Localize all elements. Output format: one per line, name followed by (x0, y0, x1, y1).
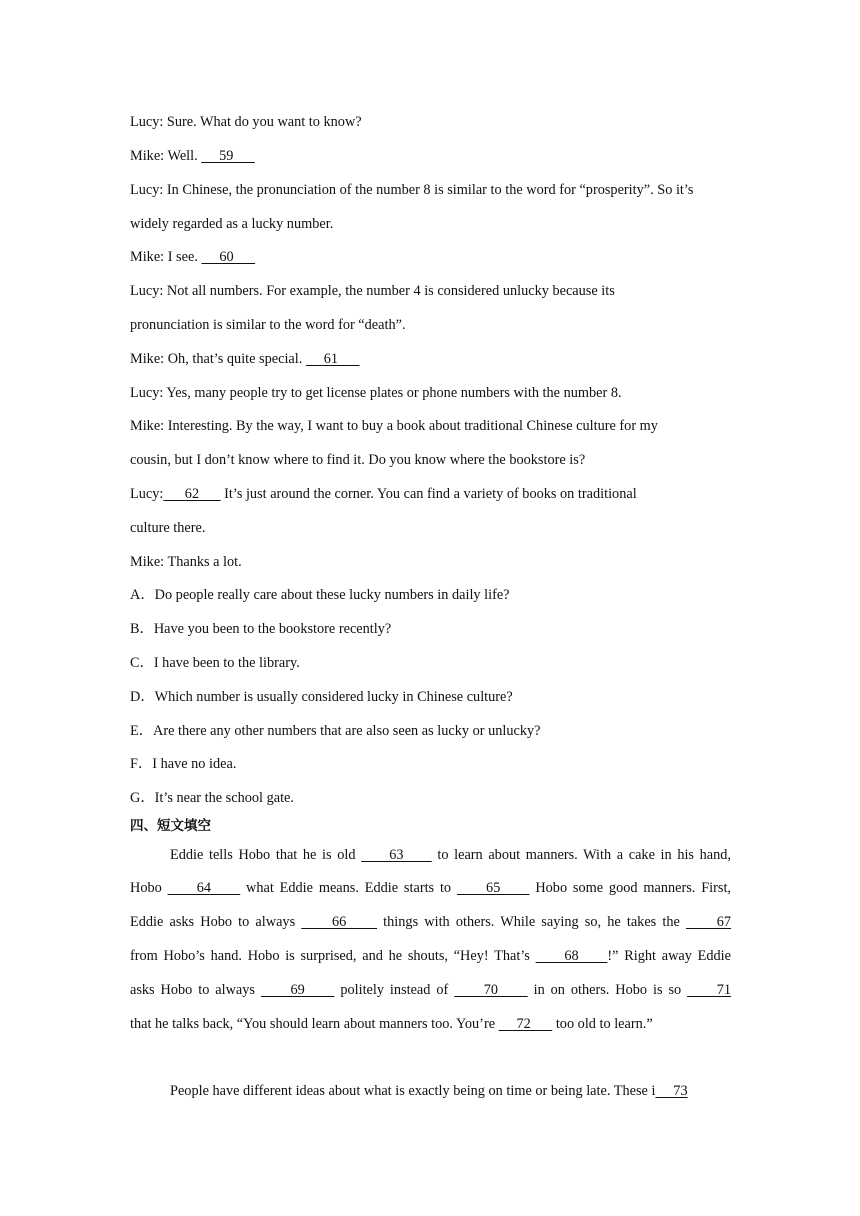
section-heading: 四、短文填空 (130, 818, 211, 834)
passage-line: Eddie asks Hobo to always 66 things with others. While saying so, he takes the 67 (130, 914, 732, 930)
option-d: D．Which number is usually considered lucky in Chinese culture? (130, 689, 513, 705)
dialogue-line: Lucy: 62 It’s just around the corner. You can find a variety of books on traditional (130, 486, 637, 502)
dialogue-line: Lucy: In Chinese, the pronunciation of the number 8 is similar to the word for “prosperity”. So it’s (130, 182, 694, 198)
passage-line: Eddie tells Hobo that he is old 63 to learn about manners. With a cake in his hand, (170, 847, 731, 863)
dialogue-line: cousin, but I don’t know where to find it. Do you know where the bookstore is? (130, 452, 586, 468)
answer-blank[interactable]: 61 (305, 351, 360, 367)
dialogue-line: Mike: Interesting. By the way, I want to buy a book about traditional Chinese culture for my (130, 418, 658, 434)
answer-blank[interactable]: 66 (301, 914, 378, 930)
dialogue-line: Lucy: Yes, many people try to get license plates or phone numbers with the number 8. (130, 385, 622, 401)
passage-line: from Hobo’s hand. Hobo is surprised, and he shouts, “Hey! That’s 68 !” Right away Eddie (130, 948, 731, 964)
answer-blank[interactable]: 60 (201, 249, 256, 265)
answer-blank[interactable]: 67 (685, 914, 732, 930)
passage-line: asks Hobo to always 69 politely instead of 70 in on others. Hobo is so 71 (130, 982, 731, 998)
answer-blank[interactable]: 69 (260, 982, 335, 998)
answer-blank[interactable]: 71 (687, 982, 731, 998)
answer-blank[interactable]: 68 (535, 948, 608, 964)
answer-blank[interactable]: 59 (201, 148, 255, 164)
option-a: A．Do people really care about these lucky numbers in daily life? (130, 587, 510, 603)
dialogue-line: widely regarded as a lucky number. (130, 216, 334, 232)
answer-blank[interactable]: 62 (163, 486, 221, 502)
option-e: E．Are there any other numbers that are also seen as lucky or unlucky? (130, 723, 541, 739)
option-b: B．Have you been to the bookstore recently? (130, 621, 392, 637)
option-f: F．I have no idea. (130, 756, 237, 772)
option-g: G．It’s near the school gate. (130, 790, 294, 806)
answer-blank[interactable]: 65 (456, 880, 530, 896)
passage-line: that he talks back, “You should learn about manners too. You’re 72 too old to learn.” (130, 1016, 653, 1032)
dialogue-line: culture there. (130, 520, 206, 536)
answer-blank[interactable]: 73 (655, 1083, 688, 1099)
answer-blank[interactable]: 72 (498, 1016, 553, 1032)
dialogue-line: Mike: Thanks a lot. (130, 554, 242, 570)
dialogue-line: Lucy: Sure. What do you want to know? (130, 114, 362, 130)
dialogue-line: Mike: Oh, that’s quite special. 61 (130, 351, 360, 367)
dialogue-line: Mike: I see. 60 (130, 249, 256, 265)
dialogue-line: pronunciation is similar to the word for “death”. (130, 317, 406, 333)
dialogue-line: Lucy: Not all numbers. For example, the number 4 is considered unlucky because its (130, 283, 615, 299)
option-c: C．I have been to the library. (130, 655, 300, 671)
answer-blank[interactable]: 64 (167, 880, 241, 896)
dialogue-line: Mike: Well. 59 (130, 148, 255, 164)
passage2-line: People have different ideas about what is exactly being on time or being late. These i 73 (170, 1083, 688, 1099)
passage-line: Hobo 64 what Eddie means. Eddie starts to 65 Hobo some good manners. First, (130, 880, 731, 896)
answer-blank[interactable]: 63 (361, 847, 432, 863)
answer-blank[interactable]: 70 (454, 982, 528, 998)
